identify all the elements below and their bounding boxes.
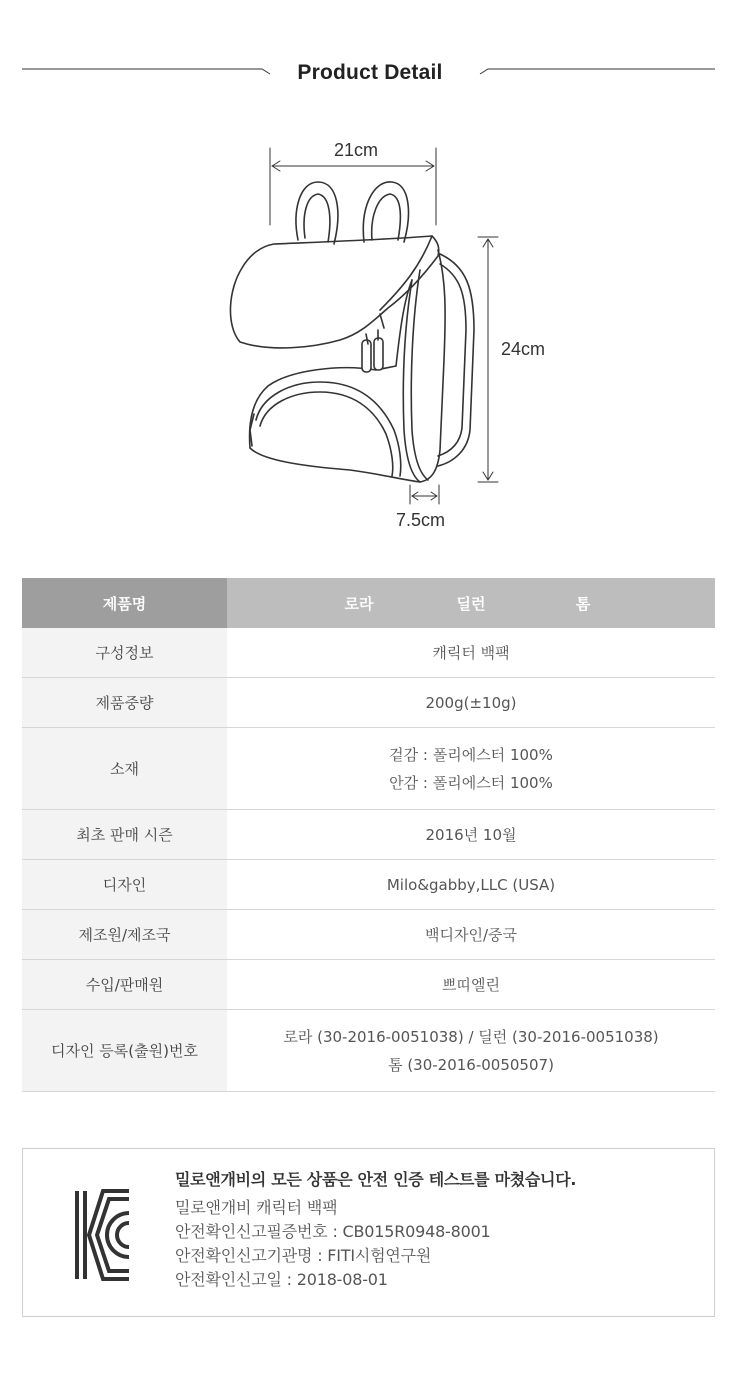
width-dimension-label: 21cm <box>333 140 378 160</box>
backpack-drawing <box>0 130 740 540</box>
row-value <box>227 728 715 810</box>
header-label: 제품명 <box>22 578 227 628</box>
header-names <box>227 578 715 628</box>
value-line: 톰 (30-2016-0050507) <box>388 1055 554 1074</box>
cert-line: 안전확인신고필증번호 : CB015R0948-8001 <box>175 1222 491 1241</box>
row-label: 구성정보 <box>22 628 227 678</box>
product-illustration <box>0 130 740 540</box>
row-label: 최초 판매 시즌 <box>22 810 227 860</box>
table-row <box>22 678 715 728</box>
row-label: 수입/판매원 <box>22 960 227 1010</box>
row-value: Milo&gabby,LLC (USA) <box>227 860 715 910</box>
row-value: 200g(±10g) <box>227 678 715 728</box>
cert-title: 밀로앤개비의 모든 상품은 안전 인증 테스트를 마쳤습니다. <box>175 1170 577 1189</box>
kc-mark-icon <box>71 1189 131 1281</box>
name-lora: 로라 <box>344 594 374 613</box>
value-line: 안감 : 폴리에스터 100% <box>389 773 553 792</box>
name-dylan: 딜런 <box>456 594 486 613</box>
spec-table <box>22 578 715 1092</box>
table-row <box>22 628 715 678</box>
row-value: 쁘띠엘린 <box>227 960 715 1010</box>
page-title: Product Detail <box>297 61 443 84</box>
table-row <box>22 810 715 860</box>
height-dimension-label: 24cm <box>501 339 546 359</box>
value-line: 로라 (30-2016-0051038) / 딜런 (30-2016-0051038) <box>283 1027 659 1046</box>
kc-certification-box <box>22 1148 715 1317</box>
cert-line: 안전확인신고일 : 2018-08-01 <box>175 1270 388 1289</box>
row-value <box>227 1010 715 1092</box>
table-row <box>22 910 715 960</box>
table-row <box>22 728 715 810</box>
row-value: 백디자인/중국 <box>227 910 715 960</box>
cert-line: 안전확인신고기관명 : FITI시험연구원 <box>175 1246 432 1265</box>
table-row <box>22 1010 715 1092</box>
table-row <box>22 960 715 1010</box>
row-value: 2016년 10월 <box>227 810 715 860</box>
cert-text <box>175 1167 695 1292</box>
value-line: 겉감 : 폴리에스터 100% <box>389 745 553 764</box>
depth-dimension-label: 7.5cm <box>396 510 446 530</box>
row-label: 디자인 <box>22 860 227 910</box>
row-label: 소재 <box>22 728 227 810</box>
table-header-row <box>22 578 715 628</box>
row-value: 캐릭터 백팩 <box>227 628 715 678</box>
row-label: 제품중량 <box>22 678 227 728</box>
cert-line: 밀로앤개비 캐릭터 백팩 <box>175 1198 338 1217</box>
table-row <box>22 860 715 910</box>
row-label: 디자인 등록(출원)번호 <box>22 1010 227 1092</box>
name-tom: 톰 <box>575 594 591 613</box>
section-header <box>0 58 740 92</box>
row-label: 제조원/제조국 <box>22 910 227 960</box>
